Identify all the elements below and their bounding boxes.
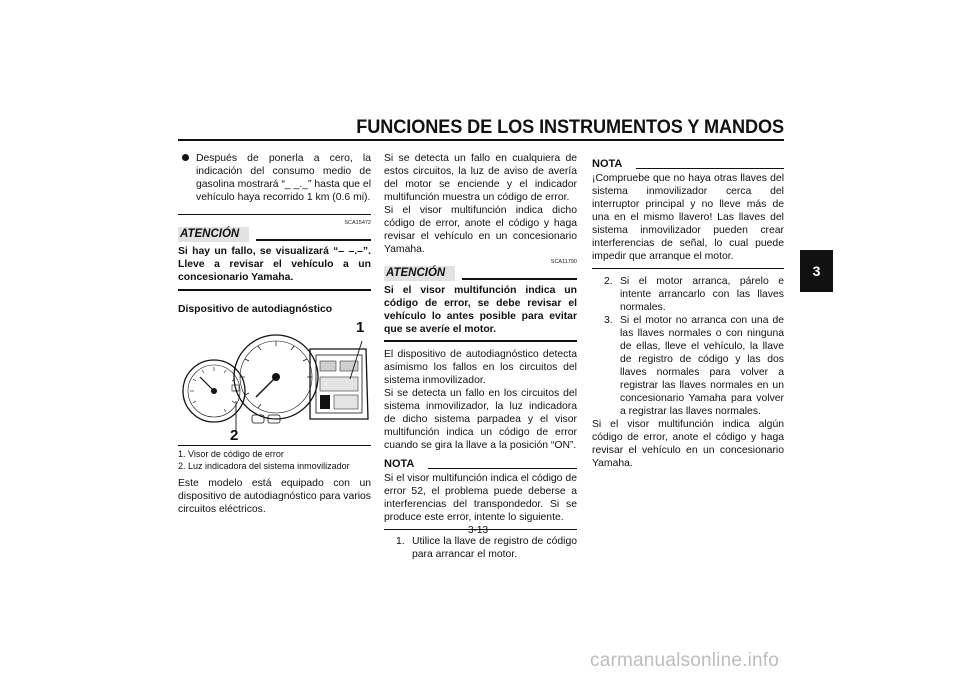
nota-label: NOTA [384, 457, 415, 470]
paragraph-4: Si se detecta un fallo en los circuitos del sistema inmovilizador, la luz indicadora de dicho sistema parpadea y el visor multifunción indica un código de error cuando se gira la llave a la posición “ON”. [384, 387, 577, 451]
final-paragraph: Si el visor multifunción indica algún código de error, anote el código y haga revisar el vehículo en un concesionario Yamaha. [592, 419, 784, 469]
body-paragraph: Este modelo está equipado con un dispositivo de autodiagnóstico para varios circuitos eléctricos. [178, 477, 371, 515]
nota-line [428, 468, 577, 469]
attention-heading [384, 266, 577, 284]
caption-rule [178, 445, 371, 446]
figure-dashboard [178, 319, 371, 443]
column-2 [384, 152, 577, 561]
section-title: Dispositivo de autodiagnóstico [178, 303, 333, 315]
nota-heading [592, 158, 784, 172]
chapter-tab: 3 [800, 250, 833, 292]
header-rule [178, 139, 784, 141]
caption-1: 1. Visor de código de error [178, 448, 284, 459]
nota-text: ¡Compruebe que no haya otras llaves del sistema inmovilizador cerca del interruptor principal y no lleve más de una en el mismo llavero! Las llaves del sistema inmovilizador pueden crear interferencias de señal, lo cual puede impedir que arranque el motor. [592, 173, 784, 262]
attention-code: SCA15472 [344, 220, 371, 226]
attention-label: ATENCIÓN [384, 266, 455, 281]
column-1 [178, 152, 371, 516]
attention-text: Si hay un fallo, se visualizará “– –.–”. Lleve a revisar el vehículo a un concesionario Yamaha. [178, 246, 371, 283]
nota-line [636, 168, 784, 169]
watermark: carmanualsonline.info [590, 650, 780, 671]
caption-2: 2. Luz indicadora del sistema inmovilizador [178, 460, 350, 471]
paragraph-1: Si se detecta un fallo en cualquiera de estos circuitos, la luz de aviso de avería del motor se enciende y el indicador multifunción muestra un código de error. [384, 153, 577, 203]
nota-text: Si el visor multifunción indica el código de error 52, el problema puede deberse a interferencias del transpondedor. Si se produce este error, intente lo siguiente. [384, 472, 577, 523]
instrument-cluster-illustration [178, 319, 371, 443]
page-number: 3-13 [468, 525, 489, 536]
attention-heading [178, 227, 371, 245]
nota-heading [384, 458, 577, 472]
step-number: 2. [604, 276, 613, 287]
step-1 [384, 535, 577, 561]
bullet-dot-icon [182, 154, 189, 161]
nota-label: NOTA [592, 158, 623, 170]
column-3 [592, 158, 784, 470]
divider [178, 214, 371, 215]
page-header-title: FUNCIONES DE LOS INSTRUMENTOS Y MANDOS [356, 116, 784, 138]
step-3 [592, 314, 784, 418]
step-2 [592, 275, 784, 314]
bullet-item [178, 152, 371, 204]
step-text: Si el motor no arranca con una de las llaves normales o con ninguna de ellas, lleve el vehículo, la llave de registro de código y las dos llaves normales para volver a registrar las llaves normales en un concesionario Yamaha para volver a registrar las llaves normales. [620, 315, 784, 417]
paragraph-3: El dispositivo de autodiagnóstico detecta asimismo los fallos en los circuitos del sistema inmovilizador. [384, 348, 577, 386]
attention-text: Si el visor multifunción indica un código de error, se debe revisar el vehículo lo antes posible para evitar que se averíe el motor. [384, 285, 577, 335]
paragraph-2: Si el visor multifunción indica dicho código de error, anote el código y haga revisar el vehículo en un concesionario Yamaha. [384, 205, 577, 255]
attention-line [256, 239, 371, 241]
attention-code: SCA11790 [550, 259, 577, 265]
step-number: 1. [396, 535, 405, 547]
callout-1: 1 [356, 318, 365, 336]
step-number: 3. [604, 315, 613, 326]
attention-line [462, 278, 577, 280]
bullet-text: Después de ponerla a cero, la indicación del consumo medio de gasolina mostrará “_ _._” hasta que el vehículo haya recorrido 1 km (0.6 mi). [196, 153, 372, 203]
callout-2: 2 [230, 426, 239, 444]
attention-label: ATENCIÓN [178, 227, 249, 242]
step-text: Si el motor arranca, párelo e intente arrancarlo con las llaves normales. [620, 276, 784, 313]
step-text: Utilice la llave de registro de código para arrancar el motor. [412, 535, 577, 560]
